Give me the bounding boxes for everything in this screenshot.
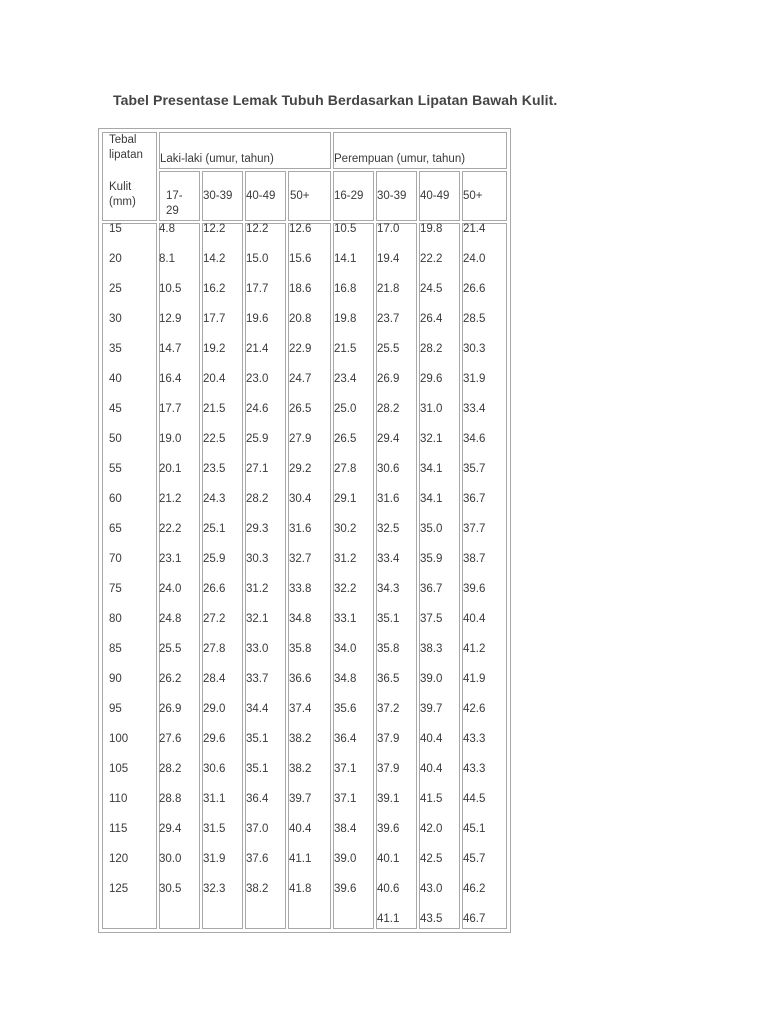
table-cell: 21.8 bbox=[377, 283, 400, 295]
table-cell: 45 bbox=[109, 403, 122, 415]
table-cell: 55 bbox=[109, 463, 122, 475]
table-cell: 40.1 bbox=[377, 853, 400, 865]
table-cell: 35.0 bbox=[420, 523, 443, 535]
header-male-age-4049: 40-49 bbox=[246, 190, 276, 202]
table-cell: 10.5 bbox=[334, 223, 357, 235]
table-cell: 39.7 bbox=[420, 703, 443, 715]
table-cell: 39.6 bbox=[377, 823, 400, 835]
table-cell: 20 bbox=[109, 253, 122, 265]
table-cell: 31.6 bbox=[377, 493, 400, 505]
table-cell: 39.6 bbox=[463, 583, 486, 595]
table-cell: 29.1 bbox=[334, 493, 357, 505]
header-male-age-50: 50+ bbox=[290, 190, 310, 202]
table-cell: 31.2 bbox=[334, 553, 357, 565]
table-cell: 19.6 bbox=[246, 313, 269, 325]
table-cell: 23.7 bbox=[377, 313, 400, 325]
table-cell: 26.9 bbox=[159, 703, 182, 715]
table-cell: 31.6 bbox=[289, 523, 312, 535]
table-cell: 33.7 bbox=[246, 673, 269, 685]
table-cell: 100 bbox=[109, 733, 129, 745]
table-cell: 10.5 bbox=[159, 283, 182, 295]
table-cell: 36.4 bbox=[334, 733, 357, 745]
table-cell: 75 bbox=[109, 583, 122, 595]
table-cell: 32.7 bbox=[289, 553, 312, 565]
table-cell: 19.4 bbox=[377, 253, 400, 265]
table-cell: 40.6 bbox=[377, 883, 400, 895]
table-cell: 35.1 bbox=[246, 763, 269, 775]
table-cell: 45.7 bbox=[463, 853, 486, 865]
table-cell: 36.4 bbox=[246, 793, 269, 805]
table-cell: 125 bbox=[109, 883, 129, 895]
table-cell: 37.9 bbox=[377, 733, 400, 745]
table-cell: 33.8 bbox=[289, 583, 312, 595]
table-cell: 30.2 bbox=[334, 523, 357, 535]
table-cell: 34.1 bbox=[420, 463, 443, 475]
table-cell: 16.2 bbox=[203, 283, 226, 295]
table-cell: 22.5 bbox=[203, 433, 226, 445]
table-cell: 39.6 bbox=[334, 883, 357, 895]
table-cell: 70 bbox=[109, 553, 122, 565]
table-cell: 38.2 bbox=[289, 763, 312, 775]
table-cell: 12.9 bbox=[159, 313, 182, 325]
table-cell: 27.6 bbox=[159, 733, 182, 745]
table-cell: 26.6 bbox=[203, 583, 226, 595]
table-cell: 41.5 bbox=[420, 793, 443, 805]
table-cell: 43.0 bbox=[420, 883, 443, 895]
table-cell: 20.4 bbox=[203, 373, 226, 385]
table-cell: 26.5 bbox=[334, 433, 357, 445]
table-cell: 40.4 bbox=[463, 613, 486, 625]
table-cell: 35.6 bbox=[334, 703, 357, 715]
table-cell: 12.2 bbox=[246, 223, 269, 235]
table-cell: 15.6 bbox=[289, 253, 312, 265]
table-cell: 34.3 bbox=[377, 583, 400, 595]
table-cell: 37.1 bbox=[334, 793, 357, 805]
table-cell: 22.2 bbox=[159, 523, 182, 535]
table-cell: 110 bbox=[109, 793, 128, 805]
table-cell: 40.4 bbox=[420, 733, 443, 745]
table-cell: 65 bbox=[109, 523, 122, 535]
table-cell: 15 bbox=[109, 223, 122, 235]
table-cell: 35.7 bbox=[463, 463, 486, 475]
table-cell: 41.1 bbox=[377, 913, 400, 925]
table-cell: 27.1 bbox=[246, 463, 269, 475]
table-cell: 22.9 bbox=[289, 343, 312, 355]
table-cell: 8.1 bbox=[159, 253, 175, 265]
table-cell: 24.0 bbox=[463, 253, 486, 265]
table-cell: 41.1 bbox=[289, 853, 312, 865]
table-cell: 27.8 bbox=[334, 463, 357, 475]
table-cell: 39.0 bbox=[420, 673, 443, 685]
table-cell: 19.8 bbox=[420, 223, 443, 235]
table-cell: 46.2 bbox=[463, 883, 486, 895]
table-cell: 38.2 bbox=[246, 883, 269, 895]
table-cell: 31.0 bbox=[420, 403, 443, 415]
table-cell: 24.6 bbox=[246, 403, 269, 415]
table-cell: 33.0 bbox=[246, 643, 269, 655]
table-cell: 38.7 bbox=[463, 553, 486, 565]
table-cell: 30.3 bbox=[246, 553, 269, 565]
table-cell: 39.1 bbox=[377, 793, 400, 805]
table-cell: 34.8 bbox=[289, 613, 312, 625]
table-cell: 21.5 bbox=[203, 403, 226, 415]
table-cell: 30 bbox=[109, 313, 122, 325]
table-cell: 35.8 bbox=[289, 643, 312, 655]
body-fat-table bbox=[98, 128, 511, 933]
table-cell: 33.4 bbox=[463, 403, 486, 415]
table-cell: 85 bbox=[109, 643, 122, 655]
table-cell: 43.5 bbox=[420, 913, 443, 925]
table-cell: 35.9 bbox=[420, 553, 443, 565]
table-cell: 32.2 bbox=[334, 583, 357, 595]
table-cell: 80 bbox=[109, 613, 122, 625]
table-cell: 31.2 bbox=[246, 583, 269, 595]
table-cell: 37.5 bbox=[420, 613, 443, 625]
table-cell: 24.8 bbox=[159, 613, 182, 625]
table-cell: 19.2 bbox=[203, 343, 226, 355]
table-cell: 14.2 bbox=[203, 253, 226, 265]
table-cell: 25.0 bbox=[334, 403, 357, 415]
table-cell: 43.3 bbox=[463, 733, 486, 745]
table-cell: 23.1 bbox=[159, 553, 182, 565]
table-cell: 36.7 bbox=[463, 493, 486, 505]
table-cell: 29.0 bbox=[203, 703, 226, 715]
table-cell: 35.1 bbox=[377, 613, 400, 625]
table-cell: 21.5 bbox=[334, 343, 357, 355]
table-cell: 26.6 bbox=[463, 283, 486, 295]
table-cell: 23.4 bbox=[334, 373, 357, 385]
table-cell: 41.2 bbox=[463, 643, 486, 655]
table-cell: 28.2 bbox=[159, 763, 182, 775]
table-cell: 36.6 bbox=[289, 673, 312, 685]
table-cell: 105 bbox=[109, 763, 129, 775]
table-cell: 17.7 bbox=[246, 283, 269, 295]
table-cell: 50 bbox=[109, 433, 122, 445]
header-male-group: Laki-laki (umur, tahun) bbox=[160, 153, 274, 165]
table-cell: 34.6 bbox=[463, 433, 486, 445]
table-cell: 30.6 bbox=[377, 463, 400, 475]
table-cell: 35.8 bbox=[377, 643, 400, 655]
table-cell: 4.8 bbox=[159, 223, 175, 235]
table-cell: 27.2 bbox=[203, 613, 226, 625]
table-cell: 42.5 bbox=[420, 853, 443, 865]
table-cell: 34.1 bbox=[420, 493, 443, 505]
table-cell: 12.2 bbox=[203, 223, 226, 235]
table-cell: 21.4 bbox=[246, 343, 269, 355]
table-cell: 29.4 bbox=[159, 823, 182, 835]
table-cell: 22.2 bbox=[420, 253, 443, 265]
table-cell: 42.0 bbox=[420, 823, 443, 835]
table-cell: 31.1 bbox=[203, 793, 226, 805]
table-cell: 17.7 bbox=[159, 403, 182, 415]
table-cell: 32.3 bbox=[203, 883, 226, 895]
table-cell: 17.7 bbox=[203, 313, 226, 325]
header-male-age-3039: 30-39 bbox=[203, 190, 233, 202]
table-cell: 24.5 bbox=[420, 283, 443, 295]
table-cell: 18.6 bbox=[289, 283, 312, 295]
table-cell: 43.3 bbox=[463, 763, 486, 775]
table-cell: 37.7 bbox=[463, 523, 486, 535]
table-cell: 28.5 bbox=[463, 313, 486, 325]
header-female-age-4049: 40-49 bbox=[420, 190, 450, 202]
table-cell: 34.0 bbox=[334, 643, 357, 655]
table-cell: 20.8 bbox=[289, 313, 312, 325]
table-cell: 27.8 bbox=[203, 643, 226, 655]
table-cell: 23.5 bbox=[203, 463, 226, 475]
table-cell: 28.4 bbox=[203, 673, 226, 685]
table-cell: 34.8 bbox=[334, 673, 357, 685]
table-cell: 16.8 bbox=[334, 283, 357, 295]
table-cell: 19.8 bbox=[334, 313, 357, 325]
table-cell: 28.2 bbox=[420, 343, 443, 355]
table-cell: 37.1 bbox=[334, 763, 357, 775]
table-cell: 21.2 bbox=[159, 493, 182, 505]
table-cell: 37.0 bbox=[246, 823, 269, 835]
table-cell: 40.4 bbox=[289, 823, 312, 835]
table-cell: 14.1 bbox=[334, 253, 357, 265]
table-cell: 32.5 bbox=[377, 523, 400, 535]
table-cell: 60 bbox=[109, 493, 122, 505]
table-cell: 41.8 bbox=[289, 883, 312, 895]
table-cell: 30.5 bbox=[159, 883, 182, 895]
table-cell: 24.7 bbox=[289, 373, 312, 385]
table-cell: 33.1 bbox=[334, 613, 357, 625]
header-female-age-3039: 30-39 bbox=[377, 190, 407, 202]
table-cell: 37.6 bbox=[246, 853, 269, 865]
table-cell: 37.9 bbox=[377, 763, 400, 775]
table-cell: 31.9 bbox=[203, 853, 226, 865]
header-female-age-50: 50+ bbox=[463, 190, 483, 202]
table-cell: 29.6 bbox=[203, 733, 226, 745]
header-male-age-1729: 17- 29 bbox=[166, 190, 183, 217]
table-cell: 36.7 bbox=[420, 583, 443, 595]
header-tebal-lipatan: Tebal lipatan bbox=[109, 134, 143, 161]
table-cell: 25.5 bbox=[159, 643, 182, 655]
table-cell: 35.1 bbox=[246, 733, 269, 745]
table-cell: 25.9 bbox=[246, 433, 269, 445]
table-cell: 28.8 bbox=[159, 793, 182, 805]
table-cell: 95 bbox=[109, 703, 122, 715]
table-cell: 42.6 bbox=[463, 703, 486, 715]
table-cell: 30.3 bbox=[463, 343, 486, 355]
table-cell: 14.7 bbox=[159, 343, 182, 355]
table-cell: 120 bbox=[109, 853, 129, 865]
table-cell: 32.1 bbox=[420, 433, 443, 445]
table-cell: 35 bbox=[109, 343, 122, 355]
table-cell: 26.2 bbox=[159, 673, 182, 685]
table-cell: 39.7 bbox=[289, 793, 312, 805]
table-cell: 29.2 bbox=[289, 463, 312, 475]
header-female-group: Perempuan (umur, tahun) bbox=[334, 153, 466, 165]
table-cell: 25.1 bbox=[203, 523, 226, 535]
table-cell: 38.4 bbox=[334, 823, 357, 835]
table-cell: 16.4 bbox=[159, 373, 182, 385]
table-cell: 25.9 bbox=[203, 553, 226, 565]
table-cell: 37.4 bbox=[289, 703, 312, 715]
table-cell: 29.3 bbox=[246, 523, 269, 535]
header-kulit-mm: Kulit (mm) bbox=[109, 181, 136, 208]
table-cell: 32.1 bbox=[246, 613, 269, 625]
table-cell: 26.9 bbox=[377, 373, 400, 385]
table-cell: 20.1 bbox=[159, 463, 182, 475]
table-cell: 115 bbox=[109, 823, 128, 835]
table-cell: 30.0 bbox=[159, 853, 182, 865]
table-cell: 38.2 bbox=[289, 733, 312, 745]
table-cell: 19.0 bbox=[159, 433, 182, 445]
table-cell: 30.4 bbox=[289, 493, 312, 505]
table-cell: 24.3 bbox=[203, 493, 226, 505]
table-cell: 31.5 bbox=[203, 823, 226, 835]
table-cell: 38.3 bbox=[420, 643, 443, 655]
table-cell: 33.4 bbox=[377, 553, 400, 565]
page-title: Tabel Presentase Lemak Tubuh Berdasarkan Lipatan Bawah Kulit. bbox=[113, 92, 558, 108]
table-cell: 26.5 bbox=[289, 403, 312, 415]
table-cell: 40.4 bbox=[420, 763, 443, 775]
table-cell: 36.5 bbox=[377, 673, 400, 685]
table-cell: 45.1 bbox=[463, 823, 486, 835]
table-cell: 46.7 bbox=[463, 913, 486, 925]
table-cell: 40 bbox=[109, 373, 122, 385]
table-cell: 30.6 bbox=[203, 763, 226, 775]
table-cell: 12.6 bbox=[289, 223, 312, 235]
table-cell: 29.6 bbox=[420, 373, 443, 385]
table-cell: 24.0 bbox=[159, 583, 182, 595]
table-cell: 44.5 bbox=[463, 793, 486, 805]
table-cell: 41.9 bbox=[463, 673, 486, 685]
table-cell: 37.2 bbox=[377, 703, 400, 715]
table-cell: 90 bbox=[109, 673, 122, 685]
table-cell: 21.4 bbox=[463, 223, 486, 235]
table-cell: 25 bbox=[109, 283, 122, 295]
table-cell: 23.0 bbox=[246, 373, 269, 385]
table-cell: 39.0 bbox=[334, 853, 357, 865]
table-cell: 25.5 bbox=[377, 343, 400, 355]
table-cell: 27.9 bbox=[289, 433, 312, 445]
table-cell: 29.4 bbox=[377, 433, 400, 445]
table-cell: 17.0 bbox=[377, 223, 400, 235]
header-female-age-1629: 16-29 bbox=[334, 190, 364, 202]
table-cell: 15.0 bbox=[246, 253, 269, 265]
table-cell: 26.4 bbox=[420, 313, 443, 325]
table-cell: 34.4 bbox=[246, 703, 269, 715]
table-cell: 28.2 bbox=[377, 403, 400, 415]
table-cell: 28.2 bbox=[246, 493, 269, 505]
table-cell: 31.9 bbox=[463, 373, 486, 385]
